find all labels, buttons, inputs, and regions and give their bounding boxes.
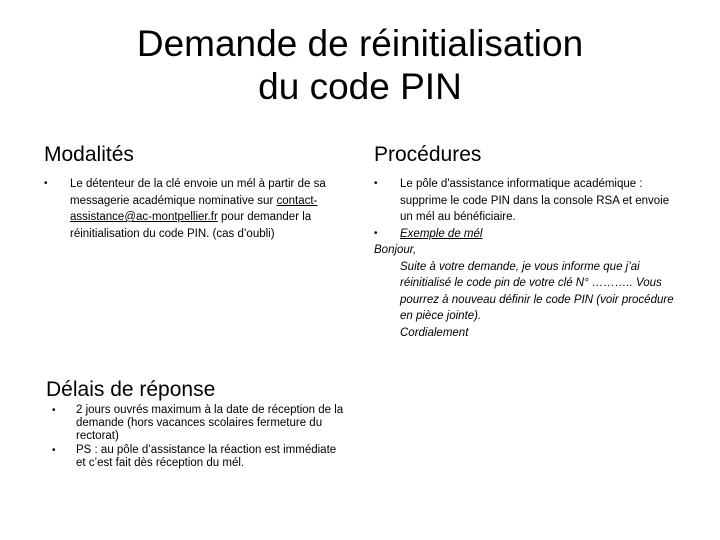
mail-body: Suite à votre demande, je vous informe que j’ai réinitialisé le code pin de votre clé N° ……….. Vous pourrez à nouveau définir le code PIN (voir procédure en pièce jointe).: [400, 260, 674, 322]
delais-bullet-item: [46, 444, 346, 470]
modalites-heading: Modalités: [44, 143, 134, 166]
modalites-text-after: pour demander la réinitialisation du code PIN. (cas d’oubli): [70, 211, 312, 240]
bullet-icon: •: [52, 405, 56, 416]
delais-heading: Délais de réponse: [46, 378, 216, 401]
procedures-bullet-item: [374, 176, 674, 226]
modalites-bullet-item: [44, 176, 344, 242]
bullet-icon: •: [374, 227, 378, 239]
bullet-icon: •: [52, 445, 56, 456]
procedures-bullet-1: Le pôle d'assistance informatique académique : supprime le code PIN dans la console RSA et envoie un mél au bénéficiaire.: [400, 178, 670, 223]
procedures-list: [374, 176, 674, 341]
modalites-text-before: Le détenteur de la clé envoie un mél à partir de sa messagerie académique nominative sur: [70, 178, 326, 207]
mail-greeting: Bonjour,: [374, 244, 417, 256]
delais-item-1: 2 jours ouvrés maximum à la date de réception de la demande (hors vacances scolaires fermeture du rectorat): [76, 404, 344, 442]
delais-bullet-item: [46, 404, 346, 443]
procedures-heading: Procédures: [374, 143, 482, 166]
bullet-icon: •: [374, 178, 378, 189]
contact-email-link[interactable]: contact-assistance@ac-montpellier.fr: [70, 194, 318, 223]
delais-item-2: PS : au pôle d’assistance la réaction est immédiate et c’est fait dès réception du mél.: [76, 444, 337, 469]
slide-title: [60, 22, 660, 108]
bullet-icon: •: [44, 178, 48, 189]
modalites-list: [44, 176, 344, 242]
delais-list: [46, 404, 346, 471]
procedures-bullet-item: [374, 226, 674, 243]
example-mail-label: Exemple de mél: [400, 227, 483, 240]
slide-title-line-1: Demande de réinitialisation: [136, 23, 584, 64]
slide-title-line-2: du code PIN: [258, 66, 462, 107]
mail-closing: Cordialement: [400, 326, 469, 339]
